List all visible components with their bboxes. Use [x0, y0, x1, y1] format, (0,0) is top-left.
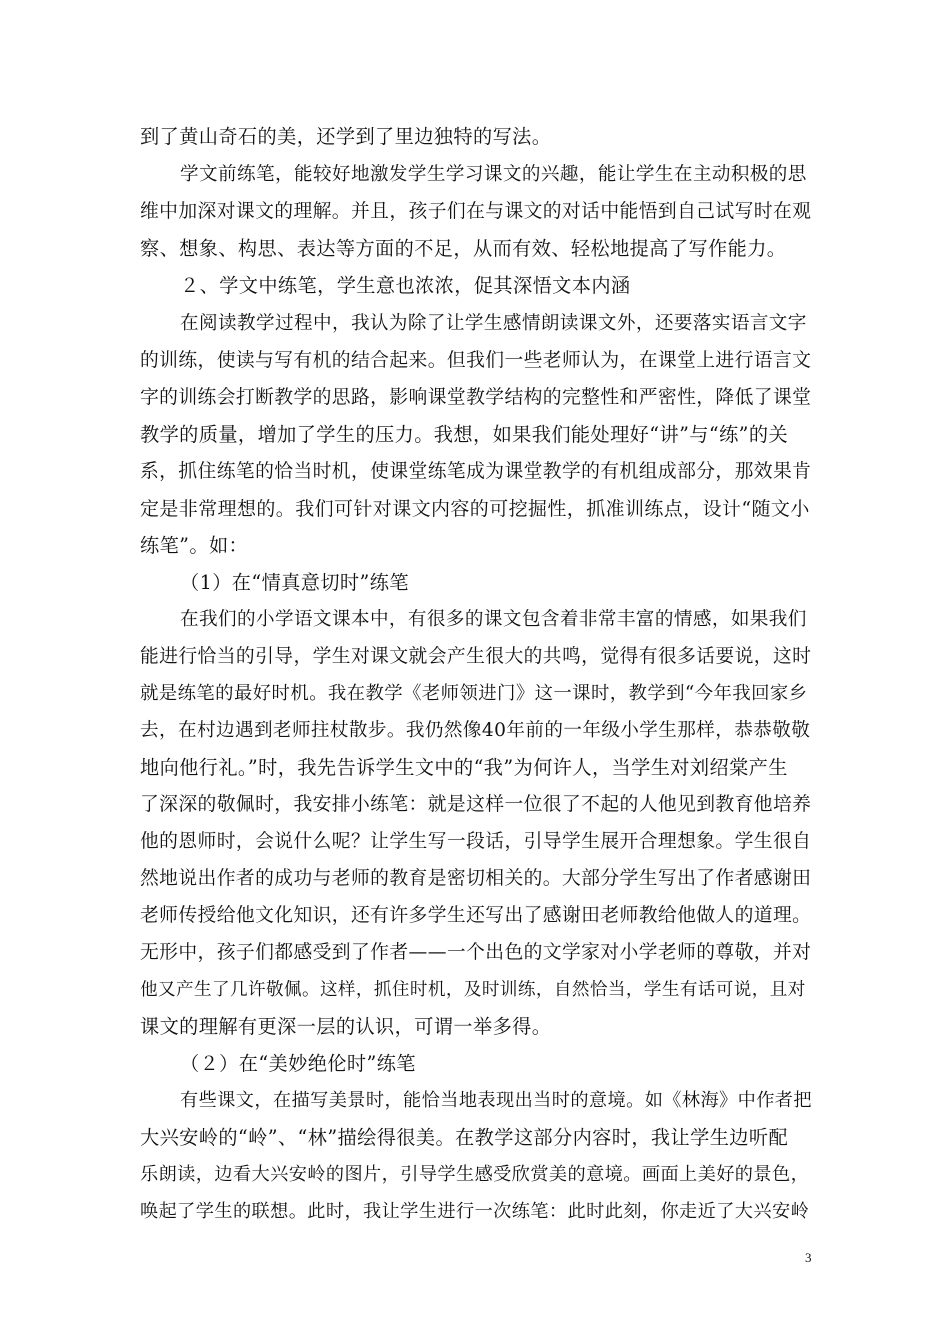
- text-line: 无形中，孩子们都感受到了作者——一个出色的文学家对小学老师的尊敬，并对: [140, 942, 812, 963]
- text-line: 乐朗读，边看大兴安岭的图片，引导学生感受欣赏美的意境。画面上美好的景色，: [140, 1164, 810, 1185]
- text-line: 他又产生了几许敬佩。这样，抓住时机，及时训练，自然恰当，学生有话可说，且对: [140, 980, 806, 1000]
- text-line: 维中加深对课文的理解。并且，孩子们在与课文的对话中能悟到自己试写时在观: [140, 201, 812, 222]
- text-line: 在阅读教学过程中，我认为除了让学生感情朗读课文外，还要落实语言文字: [180, 313, 807, 334]
- text-line: 字的训练会打断教学的思路，影响课堂教学结构的完整性和严密性，降低了课堂: [140, 387, 812, 408]
- text-line: 系，抓住练笔的恰当时机，使课堂练笔成为课堂教学的有机组成部分，那效果肯: [140, 461, 812, 482]
- section-heading: ２、学文中练笔，学生意也浓浓，促其深悟文本内涵: [180, 274, 631, 297]
- text-line: 到了黄山奇石的美，还学到了里边独特的写法。: [140, 125, 552, 148]
- text-line: 能进行恰当的引导，学生对课文就会产生很大的共鸣，觉得有很多话要说，这时: [140, 646, 812, 667]
- text-line: 老师传授给他文化知识，还有许多学生还写出了感谢田老师教给他做人的道理。: [140, 905, 812, 926]
- text-line: 课文的理解有更深一层的认识，可谓一举多得。: [140, 1015, 552, 1038]
- text-line: 察、想象、构思、表达等方面的不足，从而有效、轻松地提高了写作能力。: [140, 237, 787, 260]
- text-line: 定是非常理想的。我们可针对课文内容的可挖掘性，抓准训练点，设计“随文小: [140, 498, 810, 520]
- text-line: 的训练，使读与写有机的结合起来。但我们一些老师认为，在课堂上进行语言文: [140, 350, 812, 371]
- subsection-heading: （２）在“美妙绝伦时”练笔: [180, 1052, 416, 1075]
- text-line: 教学的质量，增加了学生的压力。我想，如果我们能处理好“讲”与“练”的关: [140, 423, 789, 446]
- text-line: 然地说出作者的成功与老师的教育是密切相关的。大部分学生写出了作者感谢田: [140, 868, 812, 889]
- text-line: 有些课文，在描写美景时，能恰当地表现出当时的意境。如《林海》中作者把: [180, 1090, 812, 1111]
- text-line: 去，在村边遇到老师拄杖散步。我仍然像40年前的一年级小学生那样，恭恭敬敬: [140, 720, 811, 741]
- text-line: 在我们的小学语文课本中，有很多的课文包含着非常丰富的情感，如果我们: [180, 609, 807, 630]
- text-line: 学文前练笔，能较好地激发学生学习课文的兴趣，能让学生在主动积极的思: [180, 164, 807, 185]
- text-line: 了深深的敬佩时，我安排小练笔：就是这样一位很了不起的人他见到教育他培养: [140, 794, 812, 815]
- text-line: 他的恩师时，会说什么呢？让学生写一段话，引导学生展开合理想象。学生很自: [140, 831, 812, 852]
- text-line: 地向他行礼。”时，我先告诉学生文中的“我”为何许人，当学生对刘绍棠产生: [140, 756, 788, 779]
- page-number: 3: [805, 1250, 812, 1265]
- text-line: 就是练笔的最好时机。我在教学《老师领进门》这一课时，教学到“今年我回家乡: [140, 683, 808, 704]
- text-line: 练笔”。如：: [140, 534, 249, 557]
- subsection-heading: （1）在“情真意切时”练笔: [180, 571, 409, 594]
- text-line: 唤起了学生的联想。此时，我让学生进行一次练笔：此时此刻，你走近了大兴安岭: [140, 1201, 810, 1222]
- text-line: 大兴安岭的“岭”、“林”描绘得很美。在教学这部分内容时，我让学生边听配: [140, 1126, 789, 1149]
